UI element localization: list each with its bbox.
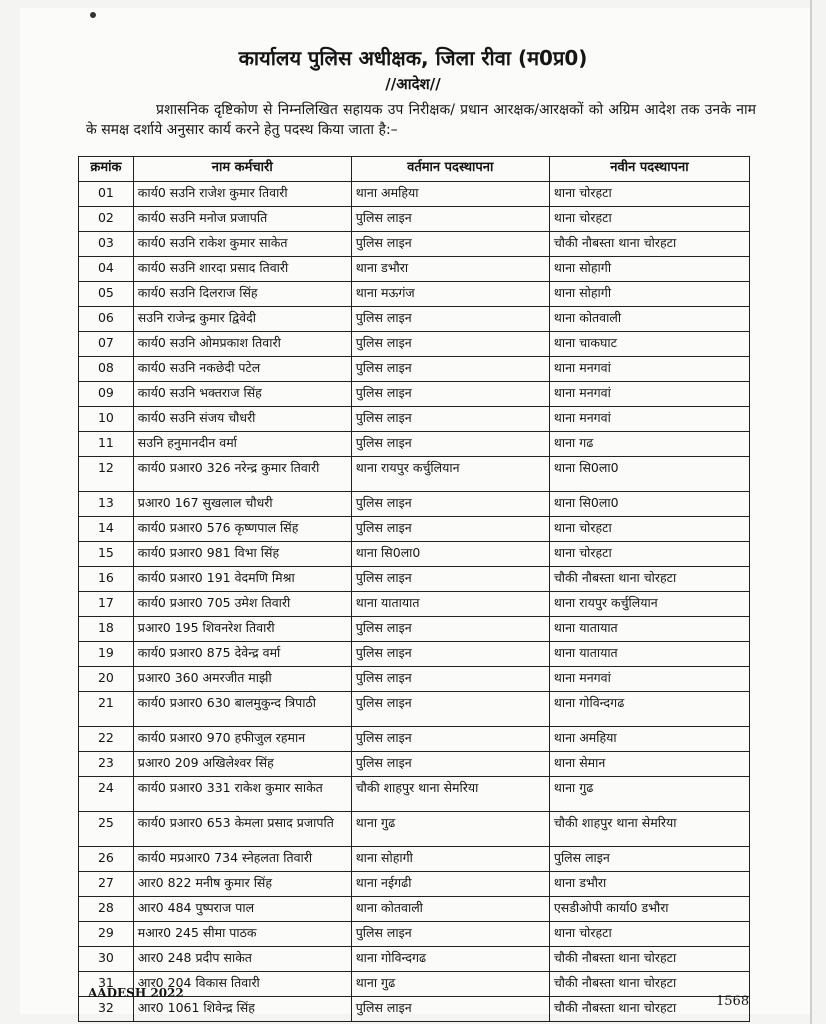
table-header-row — [79, 157, 750, 182]
table-row — [79, 517, 750, 542]
table-row — [79, 692, 750, 727]
cell-serial: 16 — [79, 567, 134, 592]
cell-employee-name: कार्य0 सउनि संजय चौधरी — [133, 407, 351, 432]
cell-new-posting: थाना चोरहटा — [549, 207, 749, 232]
cell-new-posting: चौकी नौबस्ता थाना चोरहटा — [549, 997, 749, 1022]
cell-serial: 18 — [79, 617, 134, 642]
order-intro-text: प्रशासनिक दृष्टिकोण से निम्नलिखित सहायक उप निरीक्षक/ प्रधान आरक्षक/आरक्षकों को अग्रिम आदेश तक उनके नाम के समक्ष दर्शाये अनुसार कार्य करने हेतु पदस्थ किया जाता है:– — [86, 102, 756, 138]
cell-new-posting: थाना कोतवाली — [549, 307, 749, 332]
cell-employee-name: कार्य0 सउनि राजेश कुमार तिवारी — [133, 182, 351, 207]
cell-serial: 12 — [79, 457, 134, 492]
cell-new-posting: थाना डभौरा — [549, 872, 749, 897]
cell-serial: 21 — [79, 692, 134, 727]
cell-new-posting: थाना सेमान — [549, 752, 749, 777]
cell-new-posting: थाना मनगवां — [549, 382, 749, 407]
table-row — [79, 872, 750, 897]
cell-employee-name: आर0 484 पुष्पराज पाल — [133, 897, 351, 922]
cell-employee-name: कार्य0 सउनि राकेश कुमार साकेत — [133, 232, 351, 257]
cell-new-posting: थाना मनगवां — [549, 667, 749, 692]
cell-serial: 19 — [79, 642, 134, 667]
table-row — [79, 897, 750, 922]
cell-current-posting: पुलिस लाइन — [351, 997, 549, 1022]
cell-new-posting: थाना गुढ — [549, 777, 749, 812]
table-row — [79, 432, 750, 457]
header-current-posting: वर्तमान पदस्थापना — [351, 157, 549, 182]
cell-employee-name: कार्य0 सउनि मनोज प्रजापति — [133, 207, 351, 232]
table-row — [79, 567, 750, 592]
table-row — [79, 232, 750, 257]
cell-current-posting: पुलिस लाइन — [351, 727, 549, 752]
cell-current-posting: पुलिस लाइन — [351, 407, 549, 432]
cell-current-posting: थाना गुढ — [351, 972, 549, 997]
page-number: 1568 — [716, 994, 750, 1009]
cell-serial: 17 — [79, 592, 134, 617]
cell-employee-name: कार्य0 सउनि शारदा प्रसाद तिवारी — [133, 257, 351, 282]
cell-serial: 05 — [79, 282, 134, 307]
cell-current-posting: पुलिस लाइन — [351, 207, 549, 232]
table-row — [79, 357, 750, 382]
cell-new-posting: थाना चोरहटा — [549, 922, 749, 947]
cell-employee-name: कार्य0 प्रआर0 331 राकेश कुमार साकेत — [133, 777, 351, 812]
table-row — [79, 332, 750, 357]
cell-employee-name: कार्य0 मप्रआर0 734 स्नेहलता तिवारी — [133, 847, 351, 872]
cell-employee-name: कार्य0 प्रआर0 875 देवेन्द्र वर्मा — [133, 642, 351, 667]
cell-serial: 14 — [79, 517, 134, 542]
cell-employee-name: मआर0 245 सीमा पाठक — [133, 922, 351, 947]
cell-employee-name: आर0 822 मनीष कुमार सिंह — [133, 872, 351, 897]
cell-new-posting: पुलिस लाइन — [549, 847, 749, 872]
table-row — [79, 847, 750, 872]
cell-new-posting: थाना मनगवां — [549, 407, 749, 432]
cell-serial: 22 — [79, 727, 134, 752]
cell-serial: 24 — [79, 777, 134, 812]
cell-new-posting: थाना मनगवां — [549, 357, 749, 382]
cell-current-posting: थाना गोविन्दगढ — [351, 947, 549, 972]
table-row — [79, 182, 750, 207]
table-row — [79, 997, 750, 1022]
cell-current-posting: पुलिस लाइन — [351, 357, 549, 382]
cell-serial: 08 — [79, 357, 134, 382]
table-row — [79, 812, 750, 847]
cell-serial: 29 — [79, 922, 134, 947]
cell-serial: 07 — [79, 332, 134, 357]
cell-employee-name: कार्य0 प्रआर0 576 कृष्णपाल सिंह — [133, 517, 351, 542]
office-title: कार्यालय पुलिस अधीक्षक, जिला रीवा (म0प्र0) — [238, 46, 588, 70]
cell-employee-name: सउनि हनुमानदीन वर्मा — [133, 432, 351, 457]
cell-serial: 20 — [79, 667, 134, 692]
cell-new-posting: थाना सोहागी — [549, 282, 749, 307]
cell-employee-name: कार्य0 प्रआर0 326 नरेन्द्र कुमार तिवारी — [133, 457, 351, 492]
table-row — [79, 947, 750, 972]
cell-new-posting: चौकी शाहपुर थाना सेमरिया — [549, 812, 749, 847]
cell-serial: 06 — [79, 307, 134, 332]
table-row — [79, 307, 750, 332]
cell-current-posting: थाना नईगढी — [351, 872, 549, 897]
table-row — [79, 727, 750, 752]
cell-new-posting: थाना चोरहटा — [549, 182, 749, 207]
cell-serial: 30 — [79, 947, 134, 972]
cell-current-posting: थाना सोहागी — [351, 847, 549, 872]
posting-table — [78, 156, 750, 1022]
cell-serial: 09 — [79, 382, 134, 407]
cell-employee-name: कार्य0 सउनि ओमप्रकाश तिवारी — [133, 332, 351, 357]
cell-new-posting: चौकी नौबस्ता थाना चोरहटा — [549, 567, 749, 592]
cell-new-posting: चौकी नौबस्ता थाना चोरहटा — [549, 972, 749, 997]
cell-new-posting: थाना सि0ला0 — [549, 492, 749, 517]
cell-employee-name: कार्य0 सउनि नकछेदी पटेल — [133, 357, 351, 382]
cell-current-posting: थाना अमहिया — [351, 182, 549, 207]
table-row — [79, 752, 750, 777]
cell-employee-name: प्रआर0 167 सुखलाल चौधरी — [133, 492, 351, 517]
cell-current-posting: पुलिस लाइन — [351, 617, 549, 642]
cell-serial: 10 — [79, 407, 134, 432]
cell-new-posting: थाना अमहिया — [549, 727, 749, 752]
cell-employee-name: प्रआर0 360 अमरजीत माझी — [133, 667, 351, 692]
table-row — [79, 207, 750, 232]
cell-serial: 04 — [79, 257, 134, 282]
cell-employee-name: सउनि राजेन्द्र कुमार द्विवेदी — [133, 307, 351, 332]
cell-serial: 32 — [79, 997, 134, 1022]
cell-new-posting: चौकी नौबस्ता थाना चोरहटा — [549, 232, 749, 257]
cell-current-posting: थाना मऊगंज — [351, 282, 549, 307]
header-employee-name: नाम कर्मचारी — [133, 157, 351, 182]
cell-current-posting: थाना यातायात — [351, 592, 549, 617]
cell-new-posting: थाना यातायात — [549, 642, 749, 667]
cell-serial: 23 — [79, 752, 134, 777]
cell-current-posting: पुलिस लाइन — [351, 752, 549, 777]
cell-current-posting: थाना कोतवाली — [351, 897, 549, 922]
cell-new-posting: थाना चोरहटा — [549, 542, 749, 567]
cell-serial: 27 — [79, 872, 134, 897]
cell-current-posting: पुलिस लाइन — [351, 382, 549, 407]
cell-employee-name: कार्य0 सउनि भक्तराज सिंह — [133, 382, 351, 407]
cell-serial: 28 — [79, 897, 134, 922]
table-row — [79, 777, 750, 812]
cell-current-posting: थाना गुढ — [351, 812, 549, 847]
cell-current-posting: चौकी शाहपुर थाना सेमरिया — [351, 777, 549, 812]
cell-new-posting: थाना यातायात — [549, 617, 749, 642]
cell-employee-name: प्रआर0 209 अखिलेश्वर सिंह — [133, 752, 351, 777]
cell-employee-name: प्रआर0 195 शिवनरेश तिवारी — [133, 617, 351, 642]
cell-current-posting: पुलिस लाइन — [351, 692, 549, 727]
cell-current-posting: पुलिस लाइन — [351, 667, 549, 692]
table-row — [79, 382, 750, 407]
table-row — [79, 922, 750, 947]
table-row — [79, 457, 750, 492]
cell-employee-name: आर0 248 प्रदीप साकेत — [133, 947, 351, 972]
cell-current-posting: पुलिस लाइन — [351, 922, 549, 947]
cell-new-posting: थाना चाकघाट — [549, 332, 749, 357]
cell-employee-name: कार्य0 प्रआर0 191 वेदमणि मिश्रा — [133, 567, 351, 592]
header-serial: क्रमांक — [79, 157, 134, 182]
table-row — [79, 257, 750, 282]
cell-current-posting: पुलिस लाइन — [351, 492, 549, 517]
footer-label: AADESH 2022 — [88, 986, 184, 1000]
cell-current-posting: थाना सि0ला0 — [351, 542, 549, 567]
order-heading: //आदेश// — [385, 75, 441, 93]
cell-serial: 01 — [79, 182, 134, 207]
cell-employee-name: कार्य0 प्रआर0 981 विभा सिंह — [133, 542, 351, 567]
cell-serial: 15 — [79, 542, 134, 567]
cell-current-posting: पुलिस लाइन — [351, 332, 549, 357]
cell-new-posting: एसडीओपी कार्या0 डभौरा — [549, 897, 749, 922]
cell-employee-name: कार्य0 प्रआर0 653 केमला प्रसाद प्रजापति — [133, 812, 351, 847]
cell-employee-name: कार्य0 प्रआर0 630 बालमुकुन्द त्रिपाठी — [133, 692, 351, 727]
table-row — [79, 282, 750, 307]
cell-employee-name: कार्य0 प्रआर0 970 हफीजुल रहमान — [133, 727, 351, 752]
table-row — [79, 592, 750, 617]
cell-employee-name: कार्य0 प्रआर0 705 उमेश तिवारी — [133, 592, 351, 617]
table-row — [79, 617, 750, 642]
cell-new-posting: थाना चोरहटा — [549, 517, 749, 542]
cell-new-posting: चौकी नौबस्ता थाना चोरहटा — [549, 947, 749, 972]
cell-serial: 11 — [79, 432, 134, 457]
cell-new-posting: थाना रायपुर कर्चुलियान — [549, 592, 749, 617]
cell-serial: 26 — [79, 847, 134, 872]
page-edge — [810, 0, 812, 1024]
cell-new-posting: थाना सि0ला0 — [549, 457, 749, 492]
cell-current-posting: थाना रायपुर कर्चुलियान — [351, 457, 549, 492]
table-row — [79, 407, 750, 432]
cell-serial: 02 — [79, 207, 134, 232]
table-row — [79, 542, 750, 567]
cell-serial: 03 — [79, 232, 134, 257]
cell-serial: 31 — [79, 972, 134, 997]
header-new-posting: नवीन पदस्थापना — [549, 157, 749, 182]
cell-current-posting: पुलिस लाइन — [351, 517, 549, 542]
cell-current-posting: पुलिस लाइन — [351, 432, 549, 457]
cell-current-posting: पुलिस लाइन — [351, 567, 549, 592]
cell-current-posting: पुलिस लाइन — [351, 232, 549, 257]
table-row — [79, 642, 750, 667]
table-row — [79, 492, 750, 517]
cell-new-posting: थाना गढ — [549, 432, 749, 457]
cell-serial: 25 — [79, 812, 134, 847]
table-row — [79, 667, 750, 692]
cell-new-posting: थाना गोविन्दगढ — [549, 692, 749, 727]
cell-current-posting: थाना डभौरा — [351, 257, 549, 282]
ink-dot — [90, 12, 96, 18]
cell-new-posting: थाना सोहागी — [549, 257, 749, 282]
cell-employee-name: आर0 1061 शिवेन्द्र सिंह — [133, 997, 351, 1022]
cell-employee-name: आर0 204 विकास तिवारी — [133, 972, 351, 997]
cell-serial: 13 — [79, 492, 134, 517]
cell-employee-name: कार्य0 सउनि दिलराज सिंह — [133, 282, 351, 307]
cell-current-posting: पुलिस लाइन — [351, 642, 549, 667]
cell-current-posting: पुलिस लाइन — [351, 307, 549, 332]
